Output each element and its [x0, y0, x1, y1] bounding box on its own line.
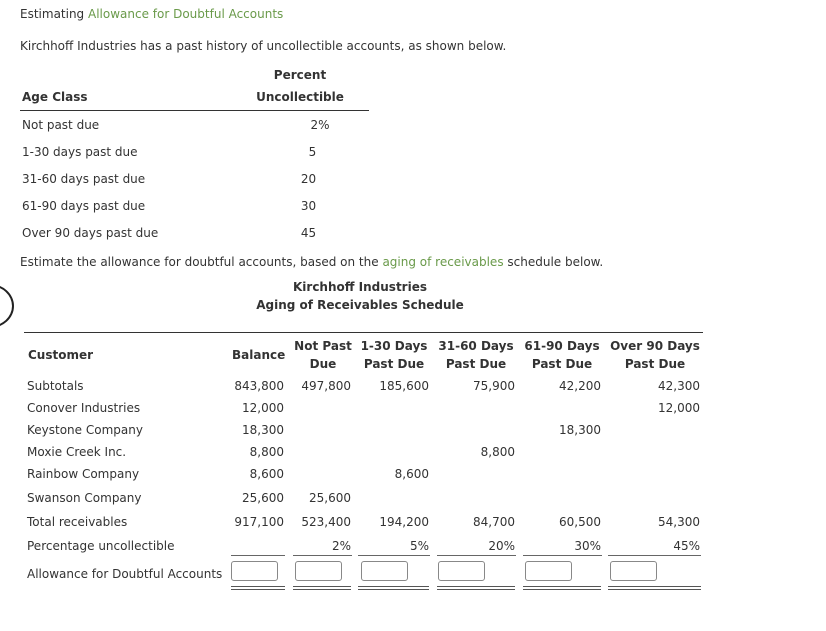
page-title — [20, 7, 283, 21]
header-notpast-2: Due — [309, 357, 337, 371]
schedule-company: Kirchhoff Industries — [292, 280, 427, 294]
instruction-prefix: Estimate the allowance for doubtful accounts, based on the — [20, 255, 383, 269]
history-header-age: Age Class — [22, 90, 88, 104]
percent-underline — [231, 555, 285, 556]
history-header-rule — [20, 110, 369, 111]
history-pct-1: 2% — [310, 118, 330, 132]
schedule-top-rule — [24, 332, 703, 333]
header-over90-1: Over 90 Days — [610, 339, 700, 353]
schedule-row-label: Percentage uncollectible — [27, 539, 175, 553]
cell-1-30: 5% — [409, 539, 429, 553]
cell-over90: 54,300 — [658, 515, 700, 529]
cell-over90: 42,300 — [658, 379, 700, 393]
history-age-1: Not past due — [22, 118, 100, 132]
cell-61-90: 60,500 — [559, 515, 601, 529]
header-61-90-1: 61-90 Days — [524, 339, 600, 353]
percent-underline — [358, 555, 430, 556]
cell-balance: 8,600 — [249, 467, 284, 481]
cell-notpast: 523,400 — [301, 515, 351, 529]
cell-61-90: 42,200 — [559, 379, 601, 393]
cell-1-30: 194,200 — [379, 515, 429, 529]
schedule-row-label: Total receivables — [27, 515, 128, 529]
cell-61-90: 18,300 — [559, 423, 601, 437]
history-age-2: 1-30 days past due — [22, 145, 138, 159]
double-rule-over90 — [608, 586, 701, 590]
allowance-31-60-input[interactable] — [438, 561, 485, 581]
schedule-row-label: Subtotals — [27, 379, 84, 393]
circle-fragment — [0, 284, 14, 328]
double-rule-notpast — [293, 586, 351, 590]
cell-31-60: 75,900 — [473, 379, 515, 393]
schedule-row-label: Conover Industries — [27, 401, 141, 415]
header-61-90-2: Past Due — [531, 357, 593, 371]
header-over90-2: Past Due — [624, 357, 686, 371]
header-customer: Customer — [28, 348, 94, 362]
percent-underline — [523, 555, 602, 556]
double-rule-61-90 — [523, 586, 601, 590]
schedule-row-label: Swanson Company — [27, 491, 142, 505]
header-31-60-1: 31-60 Days — [438, 339, 514, 353]
allowance-over90-input[interactable] — [610, 561, 657, 581]
allowance-notpast-input[interactable] — [295, 561, 342, 581]
cell-notpast: 2% — [331, 539, 351, 553]
percent-underline — [293, 555, 352, 556]
header-notpast-1: Not Past — [294, 339, 352, 353]
history-age-3: 31-60 days past due — [22, 172, 146, 186]
cell-1-30: 8,600 — [394, 467, 429, 481]
cell-balance: 8,800 — [249, 445, 284, 459]
title-prefix: Estimating — [20, 7, 88, 21]
cell-over90: 45% — [673, 539, 700, 553]
instruction-text — [20, 255, 603, 269]
cell-balance: 18,300 — [242, 423, 284, 437]
cell-balance: 843,800 — [234, 379, 284, 393]
allowance-label: Allowance for Doubtful Accounts — [27, 567, 223, 581]
history-pct-5: 45 — [300, 226, 317, 240]
cell-balance: 917,100 — [234, 515, 284, 529]
header-1-30-1: 1-30 Days — [360, 339, 428, 353]
history-header-uncollectible: Uncollectible — [256, 90, 344, 104]
intro-text: Kirchhoff Industries has a past history of uncollectible accounts, as shown below. — [20, 39, 507, 53]
double-rule-balance — [231, 586, 285, 590]
header-31-60-2: Past Due — [445, 357, 507, 371]
aging-link[interactable]: aging of receivables — [382, 255, 504, 269]
percent-underline — [437, 555, 516, 556]
history-age-4: 61-90 days past due — [22, 199, 146, 213]
cell-31-60: 8,800 — [480, 445, 515, 459]
cell-over90: 12,000 — [658, 401, 700, 415]
schedule-row-label: Rainbow Company — [27, 467, 140, 481]
percent-underline — [608, 555, 701, 556]
instruction-suffix: schedule below. — [503, 255, 604, 269]
cell-notpast: 25,600 — [309, 491, 351, 505]
history-header-percent: Percent — [273, 68, 327, 82]
allowance-link[interactable]: Allowance for Doubtful Accounts — [88, 7, 284, 21]
allowance-balance-input[interactable] — [231, 561, 278, 581]
header-balance: Balance — [232, 348, 286, 362]
double-rule-31-60 — [437, 586, 515, 590]
cell-notpast: 497,800 — [301, 379, 351, 393]
double-rule-1-30 — [358, 586, 429, 590]
cell-1-30: 185,600 — [379, 379, 429, 393]
cell-31-60: 20% — [488, 539, 515, 553]
schedule-row-label: Moxie Creek Inc. — [27, 445, 127, 459]
history-pct-2: 5 — [308, 145, 317, 159]
cell-balance: 25,600 — [242, 491, 284, 505]
allowance-1-30-input[interactable] — [361, 561, 408, 581]
cell-31-60: 84,700 — [473, 515, 515, 529]
history-pct-4: 30 — [300, 199, 317, 213]
cell-balance: 12,000 — [242, 401, 284, 415]
cell-61-90: 30% — [574, 539, 601, 553]
schedule-title: Aging of Receivables Schedule — [256, 298, 464, 312]
history-age-5: Over 90 days past due — [22, 226, 159, 240]
allowance-61-90-input[interactable] — [525, 561, 572, 581]
schedule-row-label: Keystone Company — [27, 423, 143, 437]
header-1-30-2: Past Due — [363, 357, 425, 371]
history-pct-3: 20 — [300, 172, 317, 186]
